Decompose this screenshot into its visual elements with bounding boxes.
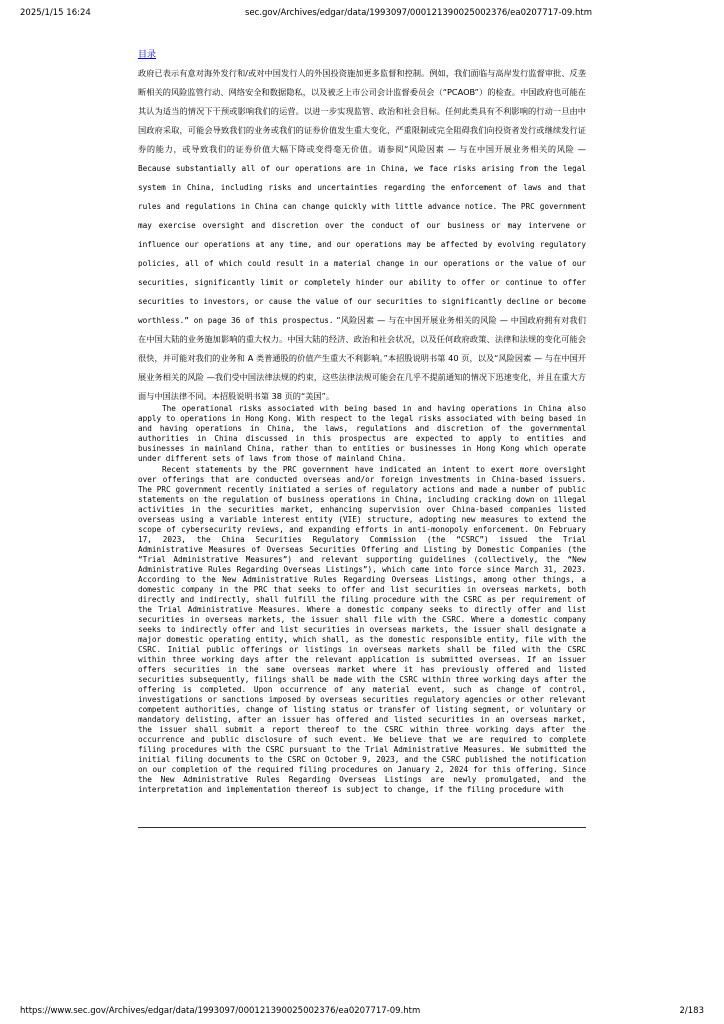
- page-divider: [138, 827, 586, 828]
- paragraph-cn-text-2: “风险因素 — 与在中国开展业务相关的风险 — 中国政府拥有对我们在中国大陆的业务施加影响的重大权力。中国大陆的经济、政治和社会状况，以及任何政府政策、法律和法规的变化可能会很快，并可能对我们的业务和 A 类普通股的价值产生重大不利影响。”本招股说明书第 40 页，以及“风险因素 — 与在中国开展业务相关的风险 —我们受中国法律法规的约束，这些法律法规可能会在几乎不提前通知的情况下迅速变化，并且在重大方面与中国法律不同。本招股说明书第 38 页的“美国”。: [138, 315, 586, 401]
- page-number: 2/183: [679, 1006, 704, 1016]
- paragraph-prc-statements: Recent statements by the PRC government have indicated an intent to exert more oversight over offerings that are conducted overseas and/or foreign investments in China-based issuers. The PRC government recently initiated a series of regulatory actions and made a number of public statements on the regulation of business operations in China, including cracking down on illegal activities in the securities market, enhancing supervision over China-based companies listed overseas using a variable interest entity (VIE) structure, adopting new measures to extend the scope of cybersecurity reviews, and expanding efforts in anti-monopoly enforcement. On February 17, 2023, the China Securities Regulatory Commission (the “CSRC”) issued the Trial Administrative Measures of Overseas Securities Offering and Listing by Domestic Companies (the “Trial Administrative Measures”) and relevant supporting guidelines (collectively, the “New Administrative Rules Regarding Overseas Listings”), which came into force since March 31, 2023. According to the New Administrative Rules Regarding Overseas Listings, among other things, a domestic company in the PRC that seeks to offer and list securities in overseas markets, both directly and indirectly, shall fulfill the filing procedure with the CSRC as per requirement of the Trial Administrative Measures. Where a domestic company seeks to directly offer and list securities in overseas markets, the issuer shall file with the CSRC. Where a domestic company seeks to indirectly offer and list securities in overseas markets, the issuer shall designate a major domestic operating entity, which shall, as the domestic responsible entity, file with the CSRC. Initial public offerings or listings in overseas markets shall be filed with the CSRC within three working days after the relevant application is submitted overseas. If an issuer offers securities in the same overseas market where it has previously offered and listed securities subsequently, filings shall be made with the CSRC within three working days after the offering is completed. Upon occurrence of any material event, such as change of control, investigations or sanctions imposed by overseas securities regulatory agencies or other relevant competent authorities, change of listing status or transfer of listing segment, or voluntary or mandatory delisting, after an issuer has offered and listed securities in an overseas market, the issuer shall submit a report thereof to the CSRC within three working days after the occurrence and public disclosure of such event. We believe that we are required to complete filing procedures with the CSRC pursuant to the Trial Administrative Measures. We submitted the initial filing documents to the CSRC on October 9, 2023, and the CSRC published the notification on our completion of the required filing procedures on January 2, 2024 for this offering. Since the New Administrative Rules Regarding Overseas Listings are newly promulgated, and the interpretation and implementation thereof is subject to change, if the filing procedure with: [138, 465, 586, 794]
- table-of-contents-link[interactable]: 目录: [138, 50, 157, 60]
- print-datetime: 2025/1/15 16:24: [20, 8, 91, 18]
- paragraph-risk-china: [138, 61, 586, 403]
- paragraph-hong-kong: The operational risks associated with being based in and having operations in China also apply to operations in Hong Kong. With respect to the legal risks associated with being based in and having operations in China, the laws, regulations and discretion of the governmental authorities in China discussed in this prospectus are expected to apply to entities and businesses in mainland China, rather than to entities or businesses in Hong Kong which operate under different sets of laws from those of mainland China.: [138, 404, 586, 463]
- paragraph-en-quote: Because substantially all of our operations are in China, we face risks arising from the legal system in China, including risks and uncertainties regarding the enforcement of laws and that rules and regulations in China can change quickly with little advance notice. The PRC government may exercise oversight and discretion over the conduct of our business or may intervene or influence our operations at any time, and our operations may be affected by evolving regulatory policies, all of which could result in a material change in our operations or the value of our securities, significantly limit or completely hinder our ability to offer or continue to offer securities to investors, or cause the value of our securities to significantly decline or become worthless.” on page 36 of this prospectus.: [138, 164, 586, 325]
- print-footer-url: https://www.sec.gov/Archives/edgar/data/1993097/000121390025002376/ea0207717-09.htm: [20, 1006, 421, 1016]
- document-body: [138, 42, 586, 822]
- paragraph-cn-text-1: 政府已表示有意对海外发行和/或对中国发行人的外国投资施加更多监督和控制。例如，我们面临与高岸发行监督审批、反垄断相关的风险监管行动、网络安全和数据隐私，以及被乏上市公司会计监督委员会（“PCAOB”）的检查。中国政府也可能在其认为适当的情况下干预或影响我们的运营。以进一步实现监管、政治和社会目标。任何此类具有不利影响的行动一旦由中国政府采取，可能会导致我们的业务或我们的证券价值发生重大变化，严重限制或完全阻碍我们向投资者发行或继续发行证券的能力，或导致我们的证券价值大幅下降或变得毫无价值。请参阅“风险因素 — 与在中国开展业务相关的风险 —: [138, 68, 586, 154]
- print-header-url: sec.gov/Archives/edgar/data/1993097/000121390025002376/ea0207717-09.htm: [245, 8, 593, 18]
